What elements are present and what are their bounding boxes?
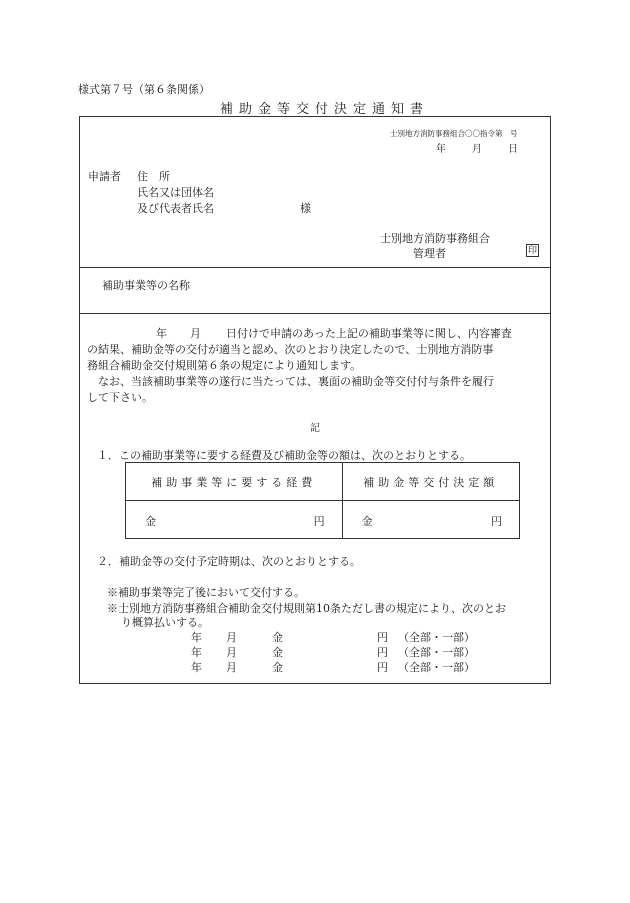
seal-stamp-box: 印 — [527, 246, 537, 256]
body-month: 月 — [190, 327, 201, 340]
schedule-month: 月 — [226, 646, 237, 659]
body-year: 年 — [156, 327, 167, 340]
date-year: 年 — [436, 144, 446, 155]
schedule-year: 年 — [191, 631, 202, 644]
doc-number: 士別地方消防事務組合〇〇指令第 号 — [390, 129, 518, 138]
issuer-org: 士別地方消防事務組合 — [380, 232, 490, 245]
grant-yen: 円 — [491, 515, 502, 528]
schedule-scope: （全部・一部） — [398, 631, 475, 644]
schedule-month: 月 — [226, 631, 237, 644]
schedule-kin: 金 — [272, 646, 283, 659]
grant-amount-cell — [342, 501, 519, 539]
body-line2: の結果、補助金等の交付が適当と認め、次のとおり決定したので、士別地方消防事 — [87, 343, 494, 356]
body-line5: して下さい。 — [87, 391, 153, 404]
project-name-label: 補助事業等の名称 — [102, 279, 190, 292]
body-line1: 日付けで申請のあった上記の補助事業等に関し、内容審査 — [226, 327, 512, 340]
schedule-year: 年 — [191, 661, 202, 674]
schedule-yen: 円 — [377, 661, 388, 674]
body-line3: 務組合補助金交付規則第６条の規定により通知します。 — [87, 359, 362, 372]
date-month: 月 — [472, 144, 482, 155]
applicant-label: 申請者 — [88, 170, 121, 183]
form-number: 様式第７号（第６条関係） — [78, 83, 210, 96]
grant-kin: 金 — [361, 515, 373, 528]
honorific: 様 — [300, 202, 311, 215]
issuer-manager: 管理者 — [413, 247, 446, 260]
body-line4: なお、当該補助事業等の遂行に当たっては、裏面の補助金等交付付与条件を履行 — [87, 375, 494, 388]
schedule-scope: （全部・一部） — [398, 646, 475, 659]
cost-yen: 円 — [313, 515, 325, 528]
item2-text: ２．補助金等の交付予定時期は、次のとおりとする。 — [97, 555, 361, 568]
item1-text: １．この補助事業等に要する経費及び補助金等の額は、次のとおりとする。 — [97, 449, 471, 462]
page-title: 補助金等交付決定通知書 — [220, 102, 430, 117]
divider-applicant — [79, 267, 551, 268]
divider-project — [79, 313, 551, 314]
address-label: 住 所 — [137, 170, 170, 183]
note-2-line1: ※士別地方消防事務組合補助金交付規則第10条ただし書の規定により、次のとお — [107, 602, 506, 615]
schedule-yen: 円 — [377, 646, 388, 659]
schedule-kin: 金 — [272, 661, 283, 674]
schedule-year: 年 — [191, 646, 202, 659]
note-2-line2: り概算払いする。 — [121, 616, 209, 629]
ki-heading: 記 — [310, 423, 320, 434]
cost-table — [125, 462, 520, 539]
schedule-month: 月 — [226, 661, 237, 674]
cost-kin: 金 — [145, 515, 156, 528]
schedule-yen: 円 — [377, 631, 388, 644]
schedule-scope: （全部・一部） — [398, 661, 475, 674]
cost-amount-cell — [126, 501, 343, 539]
grant-header: 補助金等交付決定額 — [342, 463, 519, 501]
name-org-label: 氏名又は団体名 — [137, 186, 214, 199]
date-day: 日 — [508, 144, 518, 155]
cost-header: 補助事業等に要する経費 — [126, 463, 343, 501]
note-1: ※補助事業等完了後において交付する。 — [107, 586, 305, 599]
rep-name-label: 及び代表者氏名 — [137, 202, 214, 215]
schedule-kin: 金 — [272, 631, 283, 644]
